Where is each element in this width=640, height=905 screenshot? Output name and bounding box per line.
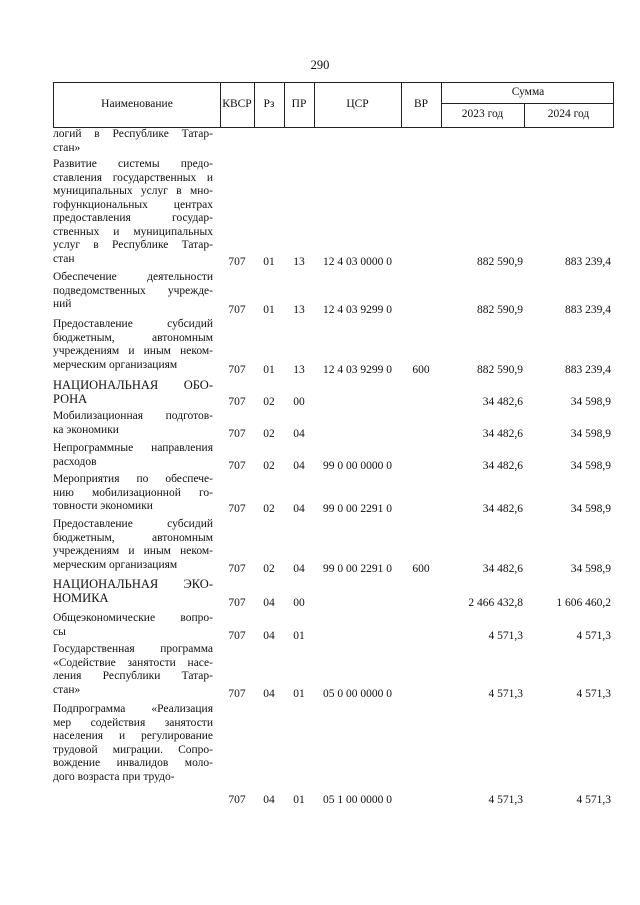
sum-2023-cell: 34 482,6 — [482, 460, 523, 472]
rz-cell: 02 — [263, 460, 275, 472]
header-pr: ПР — [291, 98, 307, 110]
row-name: Непрограммные направления расходов — [53, 442, 213, 468]
rz-cell: 04 — [263, 794, 275, 806]
kvsr-cell: 707 — [228, 503, 246, 515]
pr-cell: 13 — [293, 256, 305, 268]
row-name: НАЦИОНАЛЬНАЯ ЭКО- НОМИКА — [53, 577, 213, 605]
pr-cell: 01 — [293, 794, 305, 806]
pr-cell: 13 — [293, 364, 305, 376]
table-row — [53, 378, 614, 408]
table-row — [53, 442, 614, 472]
rz-cell: 04 — [263, 597, 275, 609]
row-name: Подпрограмма «Реализация мер содействия занятости населения и регулирование трудовой миграции. Сопро- вождение инвалидов моло- дого возраста при трудо- — [53, 703, 213, 783]
rz-cell: 02 — [263, 428, 275, 440]
sum-2024-cell: 34 598,9 — [570, 563, 611, 575]
table-row — [53, 643, 614, 700]
row-name: логий в Республике Татар- стан» — [53, 128, 213, 154]
csr-cell: 05 0 00 0000 0 — [323, 688, 392, 700]
table-row — [53, 703, 614, 806]
table-row — [53, 473, 614, 515]
sum-2024-cell: 4 571,3 — [576, 630, 611, 642]
header-name: Наименование — [101, 98, 173, 110]
kvsr-cell: 707 — [228, 688, 246, 700]
kvsr-cell: 707 — [228, 794, 246, 806]
table-row — [53, 128, 614, 158]
sum-2023-cell: 882 590,9 — [477, 256, 523, 268]
header-kvsr: КВСР — [222, 98, 252, 110]
header-year-2024: 2024 год — [547, 108, 590, 120]
row-name: Предоставление субсидий бюджетным, автономным учреждениям и иным неком- мерческим организациям — [53, 318, 213, 371]
sum-2024-cell: 4 571,3 — [576, 794, 611, 806]
pr-cell: 04 — [293, 563, 305, 575]
table-row — [53, 318, 614, 376]
sum-2023-cell: 2 466 432,8 — [468, 597, 523, 609]
sum-2024-cell: 34 598,9 — [570, 503, 611, 515]
vr-cell: 600 — [412, 364, 430, 376]
pr-cell: 13 — [293, 304, 305, 316]
sum-2024-cell: 883 239,4 — [565, 256, 611, 268]
sum-2024-cell: 34 598,9 — [570, 428, 611, 440]
sum-2023-cell: 34 482,6 — [482, 396, 523, 408]
table-header — [53, 82, 614, 128]
kvsr-cell: 707 — [228, 304, 246, 316]
table-row — [53, 518, 614, 575]
row-name: Развитие системы предо- ставления государственных и муниципальных услуг в мно- гофункциональных центрах предоставления государ- ственных и муниципальных услуг в Республике Татар- стан — [53, 158, 213, 265]
csr-cell: 12 4 03 9299 0 — [323, 364, 392, 376]
header-sum: Сумма — [511, 86, 545, 98]
kvsr-cell: 707 — [228, 597, 246, 609]
pr-cell: 04 — [293, 428, 305, 440]
sum-2023-cell: 34 482,6 — [482, 563, 523, 575]
kvsr-cell: 707 — [228, 630, 246, 642]
pr-cell: 01 — [293, 688, 305, 700]
kvsr-cell: 707 — [228, 364, 246, 376]
rz-cell: 02 — [263, 503, 275, 515]
table-row — [53, 410, 614, 440]
table-row — [53, 577, 614, 609]
kvsr-cell: 707 — [228, 563, 246, 575]
rz-cell: 01 — [263, 304, 275, 316]
rz-cell: 02 — [263, 563, 275, 575]
sum-2023-cell: 882 590,9 — [477, 364, 523, 376]
sum-2023-cell: 4 571,3 — [488, 794, 523, 806]
rz-cell: 01 — [263, 256, 275, 268]
row-name: Общеэкономические вопро- сы — [53, 612, 213, 638]
rz-cell: 04 — [263, 630, 275, 642]
row-name: НАЦИОНАЛЬНАЯ ОБО- РОНА — [53, 378, 213, 406]
kvsr-cell: 707 — [228, 256, 246, 268]
csr-cell: 99 0 00 0000 0 — [323, 460, 392, 472]
header-csr: ЦСР — [346, 98, 369, 110]
row-name: Предоставление субсидий бюджетным, автономным учреждениям и иным неком- мерческим организациям — [53, 518, 213, 571]
sum-2024-cell: 883 239,4 — [565, 304, 611, 316]
row-name: Мобилизационная подготов- ка экономики — [53, 410, 213, 436]
header-vr: ВР — [413, 98, 429, 110]
rz-cell: 02 — [263, 396, 275, 408]
table-row — [53, 612, 614, 642]
pr-cell: 00 — [293, 396, 305, 408]
sum-2024-cell: 1 606 460,2 — [556, 597, 611, 609]
pr-cell: 04 — [293, 503, 305, 515]
sum-2024-cell: 34 598,9 — [570, 460, 611, 472]
csr-cell: 05 1 00 0000 0 — [323, 794, 392, 806]
page-number: 290 — [310, 58, 330, 72]
row-name: Государственная программа «Содействие занятости насе- ления Республики Татар- стан» — [53, 643, 213, 696]
sum-2023-cell: 882 590,9 — [477, 304, 523, 316]
header-year-2023: 2023 год — [461, 108, 504, 120]
table-row — [53, 271, 614, 316]
sum-2023-cell: 34 482,6 — [482, 503, 523, 515]
sum-2023-cell: 4 571,3 — [488, 630, 523, 642]
csr-cell: 12 4 03 9299 0 — [323, 304, 392, 316]
pr-cell: 04 — [293, 460, 305, 472]
header-sum-divider — [441, 103, 613, 104]
row-name: Мероприятия по обеспече- нию мобилизационной го- товности экономики — [53, 473, 213, 512]
rz-cell: 01 — [263, 364, 275, 376]
sum-2024-cell: 883 239,4 — [565, 364, 611, 376]
sum-2024-cell: 34 598,9 — [570, 396, 611, 408]
csr-cell: 99 0 00 2291 0 — [323, 563, 392, 575]
vr-cell: 600 — [412, 563, 430, 575]
kvsr-cell: 707 — [228, 460, 246, 472]
rz-cell: 04 — [263, 688, 275, 700]
csr-cell: 12 4 03 0000 0 — [323, 256, 392, 268]
table-row — [53, 158, 614, 268]
pr-cell: 01 — [293, 630, 305, 642]
sum-2024-cell: 4 571,3 — [576, 688, 611, 700]
pr-cell: 00 — [293, 597, 305, 609]
kvsr-cell: 707 — [228, 396, 246, 408]
csr-cell: 99 0 00 2291 0 — [323, 503, 392, 515]
kvsr-cell: 707 — [228, 428, 246, 440]
sum-2023-cell: 4 571,3 — [488, 688, 523, 700]
header-rz: Рз — [263, 98, 275, 110]
sum-2023-cell: 34 482,6 — [482, 428, 523, 440]
row-name: Обеспечение деятельности подведомственных учрежде- ний — [53, 271, 213, 310]
